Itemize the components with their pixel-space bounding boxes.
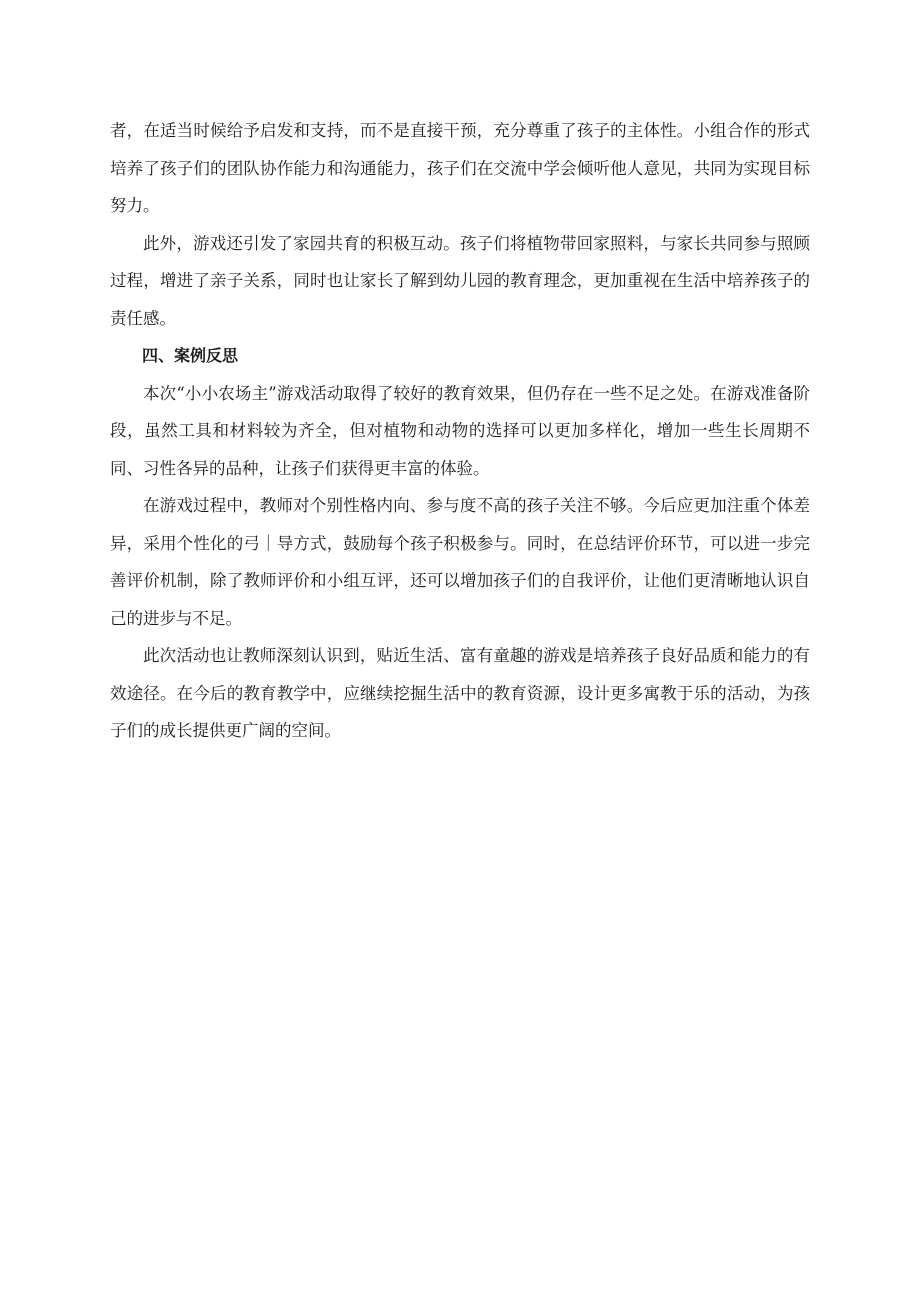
section-heading-reflection: 四、案例反思 (142, 346, 239, 365)
paragraph-reflection-1: 本次“小小农场主”游戏活动取得了较好的教育效果，但仍存在一些不足之处。在游戏准备阶段，虽然工具和材料较为齐全，但对植物和动物的选择可以更加多样化，增加一些生长周期不同、习性各异的品种，让孩子们获得更丰富的体验。 (110, 383, 810, 478)
paragraph-reflection-3: 此次活动也让教师深刻认识到，贴近生活、富有童趣的游戏是培养孩子良好品质和能力的有效途径。在今后的教育教学中，应继续挖掘生活中的教育资源，设计更多寓教于乐的活动，为孩子们的成长提供更广阔的空间。 (110, 646, 810, 740)
paragraph-continuation: 者，在适当时候给予启发和支持，而不是直接干预，充分尊重了孩子的主体性。小组合作的形式培养了孩子们的团队协作能力和沟通能力，孩子们在交流中学会倾听他人意见，共同为实现目标努力。 (110, 121, 810, 215)
document-page (110, 112, 810, 750)
paragraph-home-school: 此外，游戏还引发了家园共育的积极互动。孩子们将植物带回家照料，与家长共同参与照顾过程，增进了亲子关系，同时也让家长了解到幼儿园的教育理念，更加重视在生活中培养孩子的责任感。 (110, 233, 810, 328)
paragraph-reflection-2: 在游戏过程中，教师对个别性格内向、参与度不高的孩子关注不够。今后应更加注重个体差异，采用个性化的弓｜导方式，鼓励每个孩子积极参与。同时，在总结评价环节，可以进一步完善评价机制，除了教师评价和小组互评，还可以增加孩子们的自我评价，让他们更清晰地认识自己的进步与不足。 (110, 496, 810, 628)
